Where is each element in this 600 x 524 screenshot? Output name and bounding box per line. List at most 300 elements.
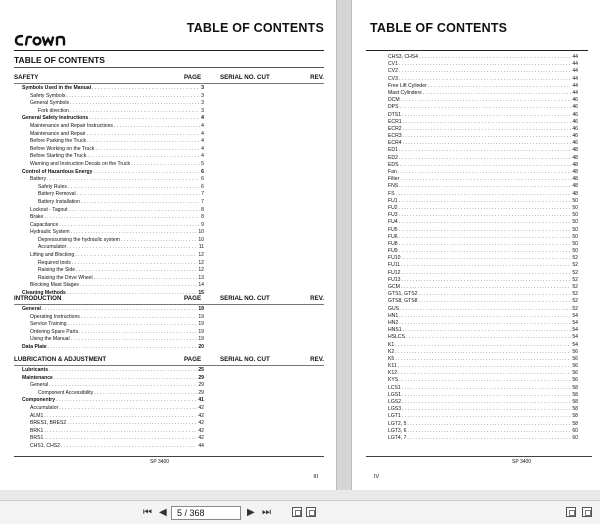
toc-entry[interactable] <box>388 147 578 154</box>
dot-leader <box>42 306 197 314</box>
toc-entry[interactable] <box>388 413 578 420</box>
dot-leader <box>407 435 571 442</box>
toc-entry-page: 29 <box>198 389 204 396</box>
toc-entry-page: 3 <box>201 85 204 91</box>
toc-entry[interactable] <box>14 191 204 199</box>
toc-entry-label: LGT3, 6 <box>388 427 407 434</box>
page-number: III <box>313 474 318 480</box>
toc-entry[interactable] <box>388 140 578 147</box>
toc-entry[interactable] <box>388 155 578 162</box>
toc-entry[interactable] <box>14 443 204 451</box>
toc-entry[interactable] <box>388 241 578 248</box>
section-title: SAFETY <box>14 74 39 81</box>
dot-leader <box>87 138 200 146</box>
toc-entry[interactable] <box>14 237 204 245</box>
toc-entry[interactable] <box>388 270 578 277</box>
dot-leader <box>68 321 198 329</box>
toc-entry[interactable] <box>388 377 578 384</box>
toc-entry-label: Maintenance and Repair Instructions <box>30 122 113 129</box>
toc-entry[interactable] <box>14 85 204 93</box>
toc-entry-page: 56 <box>572 363 578 370</box>
dot-leader <box>403 327 572 334</box>
toc-entry-label: LGT2, 5 <box>388 420 407 427</box>
toc-entry-page: 50 <box>572 248 578 255</box>
toc-entry[interactable] <box>388 428 578 435</box>
toc-entry[interactable] <box>14 390 204 398</box>
toc-entry[interactable] <box>388 356 578 363</box>
toc-entry[interactable] <box>14 153 204 161</box>
dot-leader <box>399 61 571 68</box>
toc-entry-label: EDS <box>388 161 399 168</box>
toc-entry[interactable] <box>388 291 578 298</box>
dot-leader <box>403 119 572 126</box>
toc-entry-page: 29 <box>198 382 204 389</box>
toc-entry[interactable] <box>14 108 204 116</box>
toc-entry-label: FU9 <box>388 248 398 255</box>
toc-entry[interactable] <box>14 260 204 268</box>
toc-entry[interactable] <box>388 76 578 83</box>
toc-entry-label: HSLCS <box>388 334 405 341</box>
header-rule <box>14 50 324 51</box>
dot-leader <box>401 255 571 262</box>
toc-entry[interactable] <box>388 320 578 327</box>
toc-section-safety <box>14 74 324 298</box>
toc-entry[interactable] <box>14 397 204 405</box>
toc-entry[interactable] <box>14 382 204 390</box>
toc-entry-label: FU6 <box>388 233 398 240</box>
dot-leader <box>403 126 572 133</box>
toc-entry-label: FU1 <box>388 197 398 204</box>
toc-entry-label: LGS3 <box>388 406 402 413</box>
toc-entry[interactable] <box>14 435 204 443</box>
toc-entry[interactable] <box>388 399 578 406</box>
toc-entry-page: 42 <box>198 404 204 411</box>
toc-entry-label: ALM1 <box>30 412 44 419</box>
toc-entry-label: Depressurising the hydraulic system <box>38 236 120 243</box>
toc-entry-label: Raising the Drive Wheel <box>38 274 93 281</box>
toc-entry-page: 54 <box>572 327 578 334</box>
page-header: TABLE OF CONTENTS <box>370 21 508 35</box>
dot-leader <box>400 176 571 183</box>
dot-leader <box>399 248 572 255</box>
dot-leader <box>402 392 571 399</box>
toc-entry-label: Lubricants <box>22 367 49 373</box>
dot-leader <box>89 115 200 123</box>
toc-entry[interactable] <box>388 97 578 104</box>
toc-entry-label: Componentry <box>22 397 56 404</box>
toc-entry[interactable] <box>14 306 204 314</box>
dot-leader <box>56 397 197 405</box>
toc-entry-label: CHS3, CHS4 <box>388 54 419 60</box>
toc-entry[interactable] <box>14 344 204 352</box>
toc-entry-label: KYS <box>388 377 399 384</box>
toc-entry-label: LGT1 <box>388 413 401 420</box>
toc-entry-page: 50 <box>572 212 578 219</box>
toc-entry-label: BRK1 <box>30 427 44 434</box>
toc-entry[interactable] <box>388 306 578 313</box>
column-rev: REV. <box>310 356 324 363</box>
toc-entry[interactable] <box>388 183 578 190</box>
footer-code: SP 3400 <box>512 459 532 465</box>
footer-rule <box>14 456 324 457</box>
dot-leader <box>399 219 572 226</box>
toc-entry[interactable] <box>14 161 204 169</box>
toc-entry-page: 4 <box>201 145 204 152</box>
toc-entry[interactable] <box>388 104 578 111</box>
toc-list <box>14 306 204 352</box>
toc-entry-page: 10 <box>198 229 204 236</box>
toc-entry-page: 9 <box>201 221 204 228</box>
toc-entry[interactable] <box>388 334 578 341</box>
toc-entry[interactable] <box>388 435 578 442</box>
dot-leader <box>87 131 201 139</box>
dot-leader <box>428 83 572 90</box>
toc-entry-page: 58 <box>572 391 578 398</box>
toc-entry-page: 58 <box>572 420 578 427</box>
dot-leader <box>407 428 571 435</box>
toc-entry-label: ECR4 <box>388 140 402 147</box>
toc-entry-label: Before Starting the Truck <box>30 153 87 160</box>
toc-entry-page: 19 <box>198 328 204 335</box>
toc-entry[interactable] <box>14 169 204 177</box>
toc-entry-label: ED2 <box>388 154 398 161</box>
column-rev: REV. <box>310 74 324 81</box>
dot-leader <box>67 420 197 428</box>
dot-leader <box>402 413 572 420</box>
toc-entry[interactable] <box>14 207 204 215</box>
toc-entry[interactable] <box>388 54 578 61</box>
dot-leader <box>79 329 197 337</box>
last-page-button[interactable]: ⏭ <box>262 507 271 518</box>
toc-entry[interactable] <box>14 229 204 237</box>
toc-entry-label: FU13 <box>388 276 401 283</box>
toc-entry-page: 19 <box>198 336 204 343</box>
toc-entry[interactable] <box>14 329 204 337</box>
toc-entry-label: Accumulator <box>38 244 67 251</box>
toc-entry[interactable] <box>388 234 578 241</box>
dot-leader <box>44 413 197 421</box>
toc-entry-label: Maintenance and Repair <box>30 130 86 137</box>
toc-entry-label: DCM <box>388 97 400 104</box>
toc-entry-page: 52 <box>572 284 578 290</box>
toc-entry[interactable] <box>388 176 578 183</box>
dot-leader <box>81 199 200 207</box>
toc-entry[interactable] <box>388 191 578 198</box>
toc-entry-label: General Safety Instructions <box>22 115 89 122</box>
toc-entry-label: K1 <box>388 341 395 348</box>
dot-leader <box>77 191 201 199</box>
toc-entry[interactable] <box>388 126 578 133</box>
toc-entry-label: Operating Instructions <box>30 313 80 320</box>
dot-leader <box>48 344 198 352</box>
toc-entry[interactable] <box>388 219 578 226</box>
dot-leader <box>401 277 571 284</box>
toc-entry[interactable] <box>14 314 204 322</box>
toc-entry[interactable] <box>388 169 578 176</box>
toc-entry[interactable] <box>14 199 204 207</box>
toc-entry[interactable] <box>14 244 204 252</box>
toc-entry-page: 48 <box>572 161 578 168</box>
toc-entry[interactable] <box>388 313 578 320</box>
dot-leader <box>114 123 200 131</box>
toc-entry[interactable] <box>14 100 204 108</box>
toc-entry[interactable] <box>14 176 204 184</box>
toc-entry-page: 44 <box>572 54 578 60</box>
dot-leader <box>418 291 571 298</box>
toc-entry-label: FU10 <box>388 255 401 262</box>
dot-leader <box>399 212 572 219</box>
dot-leader <box>399 68 571 75</box>
toc-entry[interactable] <box>388 83 578 90</box>
toc-entry[interactable] <box>388 227 578 234</box>
toc-entry[interactable] <box>14 184 204 192</box>
fit-width-icon[interactable] <box>566 507 576 517</box>
toc-entry-label: HN1 <box>388 312 399 319</box>
toc-entry[interactable] <box>14 146 204 154</box>
toc-entry[interactable] <box>388 349 578 356</box>
toc-entry[interactable] <box>14 321 204 329</box>
toc-entry-label: Blocking Mast Stages <box>30 282 79 289</box>
toc-entry-page: 42 <box>198 420 204 427</box>
toc-entry[interactable] <box>388 248 578 255</box>
toc-entry[interactable] <box>14 252 204 260</box>
toc-entry-page: 19 <box>198 306 204 312</box>
toc-entry[interactable] <box>14 367 204 375</box>
toc-entry[interactable] <box>388 421 578 428</box>
dot-leader <box>398 363 572 370</box>
toc-entry-label: Warning and Instruction Decals on the Truck <box>30 160 131 167</box>
toc-entry-label: Filter <box>388 176 400 183</box>
toc-entry-page: 56 <box>572 377 578 384</box>
toc-entry-label: General <box>22 306 41 312</box>
toc-entry[interactable] <box>14 413 204 421</box>
dot-leader <box>49 367 197 375</box>
toc-entry-label: CV1 <box>388 61 398 68</box>
toc-entry[interactable] <box>388 255 578 262</box>
toc-entry[interactable] <box>388 363 578 370</box>
toc-entry-label: K2 <box>388 348 395 355</box>
toc-entry-page: 44 <box>198 442 204 449</box>
toc-entry-page: 20 <box>198 343 204 350</box>
toc-entry[interactable] <box>388 262 578 269</box>
toc-entry[interactable] <box>14 222 204 230</box>
toc-entry[interactable] <box>14 123 204 131</box>
toc-entry-label: Brake <box>30 214 44 221</box>
toc-entry-label: ECR2 <box>388 125 402 132</box>
toc-entry-label: FNS <box>388 183 399 190</box>
toc-entry-page: 7 <box>201 198 204 205</box>
dot-leader <box>92 85 200 93</box>
toc-entry-page: 46 <box>572 118 578 125</box>
toc-entry-page: 4 <box>201 130 204 137</box>
two-page-view-icon[interactable] <box>306 507 316 517</box>
first-page-button[interactable]: ⏮ <box>143 507 152 518</box>
toc-entry-label: ECR3 <box>388 133 402 140</box>
toc-entry-page: 52 <box>572 298 578 305</box>
dot-leader <box>75 252 197 260</box>
toc-entry-label: Battery Installation <box>38 198 80 205</box>
toc-entry-page: 50 <box>572 233 578 240</box>
toc-entry[interactable] <box>388 212 578 219</box>
toc-entry-label: Free Lift Cylinder <box>388 82 427 89</box>
toc-list <box>388 54 578 442</box>
toc-entry-label: Lockout - Tagout <box>30 206 68 213</box>
dot-leader <box>423 90 572 97</box>
toc-entry-label: Mast Cylinders <box>388 89 422 96</box>
toc-entry[interactable] <box>14 93 204 101</box>
dot-leader <box>59 405 197 413</box>
toc-entry[interactable] <box>14 138 204 146</box>
toc-entry-page: 50 <box>572 197 578 204</box>
toc-entry-page: 48 <box>572 190 578 197</box>
toc-entry-page: 8 <box>201 214 204 221</box>
toc-entry[interactable] <box>14 428 204 436</box>
dot-leader <box>94 390 197 398</box>
toc-entry-page: 13 <box>198 274 204 281</box>
toc-entry-page: 60 <box>572 434 578 441</box>
toc-entry[interactable] <box>388 205 578 212</box>
toc-entry-page: 12 <box>198 259 204 266</box>
toc-entry-label: Using the Manual <box>30 336 70 343</box>
toc-entry-page: 52 <box>572 291 578 298</box>
toc-entry[interactable] <box>14 131 204 139</box>
toc-entry[interactable] <box>14 115 204 123</box>
toc-entry-label: FS <box>388 190 395 197</box>
toc-entry[interactable] <box>388 61 578 68</box>
header-rule <box>366 50 588 51</box>
toc-entry-page: 6 <box>201 168 204 175</box>
page-indicator-input[interactable]: 5 / 368 <box>171 506 241 520</box>
dot-leader <box>61 443 197 451</box>
toc-section-lubrication <box>14 356 324 451</box>
previous-page-button[interactable]: ◀ <box>159 507 167 518</box>
toc-entry-label: Safety Rules <box>38 183 67 190</box>
dot-leader <box>71 229 198 237</box>
toc-entry-page: 6 <box>201 176 204 183</box>
dot-leader <box>399 147 571 154</box>
toc-entry[interactable] <box>388 162 578 169</box>
single-page-view-icon[interactable] <box>292 507 302 517</box>
toc-entry-page: 3 <box>201 100 204 107</box>
dot-leader <box>44 214 200 222</box>
toc-entry[interactable] <box>14 282 204 290</box>
column-rev: REV. <box>310 295 324 302</box>
toc-entry[interactable] <box>388 198 578 205</box>
toc-entry-page: 60 <box>572 427 578 434</box>
column-serial: SERIAL NO. CUT <box>220 356 270 363</box>
toc-entry-page: 42 <box>198 412 204 419</box>
toc-entry-page: 7 <box>201 191 204 198</box>
dot-leader <box>80 282 197 290</box>
toc-entry[interactable] <box>388 392 578 399</box>
dot-leader <box>68 184 200 192</box>
dot-leader <box>399 320 571 327</box>
dot-leader <box>401 262 571 269</box>
toc-entry-label: FU4 <box>388 219 398 226</box>
toc-entry-page: 44 <box>572 89 578 96</box>
toc-entry[interactable] <box>388 133 578 140</box>
toc-entry[interactable] <box>388 406 578 413</box>
dot-leader <box>395 356 571 363</box>
toc-entry-page: 56 <box>572 355 578 362</box>
toc-entry-page: 4 <box>201 122 204 129</box>
toc-entry-page: 4 <box>201 138 204 145</box>
toc-entry-page: 46 <box>572 140 578 147</box>
footer-code: SP 3400 <box>150 459 170 465</box>
toc-entry-label: FU3 <box>388 212 398 219</box>
toc-entry-label: Symbols Used in the Manual <box>22 85 92 91</box>
toc-entry[interactable] <box>14 420 204 428</box>
toc-entry[interactable] <box>14 336 204 344</box>
dot-leader <box>401 284 571 291</box>
toc-entry-page: 56 <box>572 348 578 355</box>
dot-leader <box>399 241 572 248</box>
next-page-button[interactable]: ▶ <box>247 507 255 518</box>
toc-entry-page: 44 <box>572 61 578 68</box>
toc-entry-page: 42 <box>198 427 204 434</box>
toc-entry[interactable] <box>388 112 578 119</box>
dot-leader <box>70 108 200 116</box>
toc-entry-page: 29 <box>198 374 204 381</box>
toc-entry[interactable] <box>388 284 578 291</box>
toc-entry[interactable] <box>388 90 578 97</box>
toc-entry[interactable] <box>14 405 204 413</box>
toc-title: TABLE OF CONTENTS <box>14 55 105 65</box>
dot-leader <box>93 169 200 177</box>
toc-entry-label: General <box>30 382 49 389</box>
toc-entry[interactable] <box>14 275 204 283</box>
toc-entry-label: Maintenance <box>22 374 53 381</box>
toc-entry-page: 6 <box>201 183 204 190</box>
dot-leader <box>70 100 200 108</box>
toc-entry-page: 56 <box>572 370 578 377</box>
toc-section-introduction <box>14 295 324 352</box>
dot-leader <box>399 205 572 212</box>
toc-entry[interactable] <box>388 385 578 392</box>
toc-entry-label: Capacitance <box>30 221 59 228</box>
toc-entry[interactable] <box>14 214 204 222</box>
toc-entry[interactable] <box>14 267 204 275</box>
page-gutter <box>336 0 352 490</box>
toc-entry-page: 44 <box>572 82 578 89</box>
dot-leader <box>69 207 201 215</box>
section-rule <box>14 83 324 84</box>
toc-entry-page: 12 <box>198 267 204 274</box>
dot-leader <box>399 104 571 111</box>
toc-entry-page: 15 <box>198 290 204 297</box>
toc-entry[interactable] <box>388 298 578 305</box>
toc-entry[interactable] <box>388 327 578 334</box>
toc-entry[interactable] <box>388 277 578 284</box>
toc-entry-label: BRS1 <box>30 435 44 442</box>
toc-entry[interactable] <box>14 375 204 383</box>
column-serial: SERIAL NO. CUT <box>220 295 270 302</box>
dot-leader <box>402 385 572 392</box>
toc-entry[interactable] <box>388 342 578 349</box>
toc-entry-page: 52 <box>572 262 578 269</box>
toc-entry[interactable] <box>388 68 578 75</box>
toc-entry[interactable] <box>388 119 578 126</box>
toc-entry[interactable] <box>388 370 578 377</box>
toc-entry-label: FU5 <box>388 226 398 233</box>
viewer-toolbar <box>0 500 600 524</box>
toc-entry-page: 52 <box>572 276 578 283</box>
dot-leader <box>131 161 200 169</box>
toc-entry-label: LCS1 <box>388 384 401 391</box>
fullscreen-icon[interactable] <box>582 507 592 517</box>
toc-entry-page: 25 <box>198 367 204 373</box>
section-rule <box>14 304 324 305</box>
